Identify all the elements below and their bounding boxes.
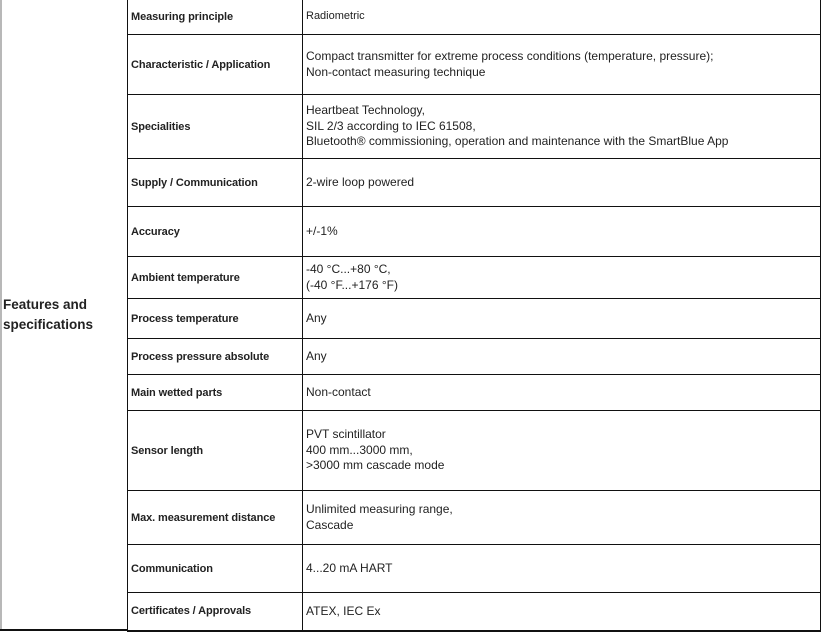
spec-value <box>303 207 821 257</box>
spec-value <box>303 0 821 35</box>
spec-value-line: 4...20 mA HART <box>306 560 393 575</box>
spec-value-line: Radiometric <box>306 9 365 22</box>
spec-value-line: 400 mm...3000 mm, <box>306 442 413 457</box>
spec-value-line: 2-wire loop powered <box>306 174 415 189</box>
spec-value-line: SIL 2/3 according to IEC 61508, <box>306 118 476 133</box>
spec-value <box>303 299 821 339</box>
spec-value <box>303 35 821 95</box>
table-row <box>1 0 821 35</box>
table-bottom-border <box>0 629 128 631</box>
spec-value <box>303 593 821 631</box>
spec-label: Characteristic / Application <box>128 35 303 95</box>
spec-label: Main wetted parts <box>128 375 303 411</box>
spec-value-line: Compact transmitter for extreme process conditions (temperature, pressure); <box>306 49 714 63</box>
spec-label: Measuring principle <box>128 0 303 35</box>
spec-value <box>303 339 821 375</box>
spec-value-line: +/-1% <box>306 223 338 238</box>
specifications-table <box>1 0 821 632</box>
spec-label: Process temperature <box>128 299 303 339</box>
spec-value-line: ATEX, IEC Ex <box>306 603 381 618</box>
spec-label: Specialities <box>128 95 303 159</box>
spec-value <box>303 257 821 299</box>
spec-label: Certificates / Approvals <box>128 593 303 631</box>
spec-value <box>303 159 821 207</box>
spec-value <box>303 375 821 411</box>
spec-value-line: Heartbeat Technology, <box>306 103 425 118</box>
spec-value-line: (-40 °F...+176 °F) <box>306 277 398 292</box>
spec-value-line: -40 °C...+80 °C, <box>306 262 391 276</box>
spec-label: Accuracy <box>128 207 303 257</box>
spec-label: Ambient temperature <box>128 257 303 299</box>
spec-value-line: Any <box>306 310 327 325</box>
section-title: Features and specifications <box>3 296 94 332</box>
spec-value-line: Bluetooth® commissioning, operation and maintenance with the SmartBlue App <box>306 134 729 149</box>
spec-value <box>303 491 821 545</box>
spec-label: Sensor length <box>128 411 303 491</box>
spec-value-line: Cascade <box>306 517 354 532</box>
spec-label: Communication <box>128 545 303 593</box>
spec-label: Max. measurement distance <box>128 491 303 545</box>
spec-label: Process pressure absolute <box>128 339 303 375</box>
spec-value-line: PVT scintillator <box>306 427 386 442</box>
spec-value-line: Unlimited measuring range, <box>306 502 453 516</box>
spec-value <box>303 411 821 491</box>
spec-value-line: Non-contact <box>306 384 371 399</box>
spec-label: Supply / Communication <box>128 159 303 207</box>
spec-value <box>303 545 821 593</box>
spec-value-line: Non-contact measuring technique <box>306 64 486 79</box>
spec-value-line: >3000 mm cascade mode <box>306 458 445 473</box>
spec-value <box>303 95 821 159</box>
spec-value-line: Any <box>306 348 327 363</box>
